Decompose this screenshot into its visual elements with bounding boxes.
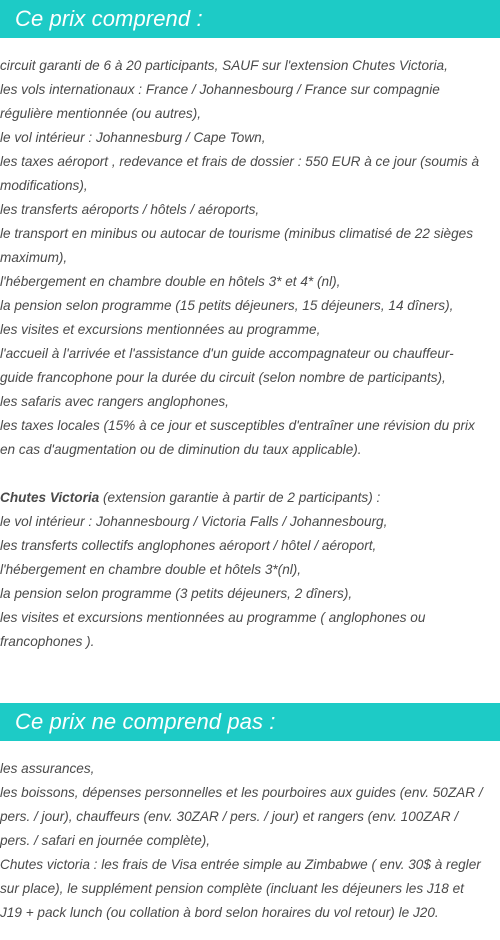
list-item: le vol intérieur : Johannesbourg / Victoria Falls / Johannesbourg, xyxy=(0,514,388,529)
list-item: pers. / jour), chauffeurs (env. 30ZAR / pers. / jour) et rangers (env. 100ZAR / xyxy=(0,809,459,824)
list-item: l'hébergement en chambre double et hôtels 3*(nl), xyxy=(0,562,302,577)
list-item: maximum), xyxy=(0,250,68,265)
list-item: les boissons, dépenses personnelles et les pourboires aux guides (env. 50ZAR / xyxy=(0,785,483,800)
victoria-title: Chutes Victoria xyxy=(0,490,100,505)
list-item: les safaris avec rangers anglophones, xyxy=(0,394,229,409)
list-item: les transferts aéroports / hôtels / aéroports, xyxy=(0,202,260,217)
list-item: les visites et excursions mentionnées au programme, xyxy=(0,322,321,337)
list-item: guide francophone pour la durée du circuit (selon nombre de participants), xyxy=(0,370,446,385)
list-item: l'accueil à l'arrivée et l'assistance d'un guide accompagnateur ou chauffeur- xyxy=(0,346,454,361)
list-item: la pension selon programme (3 petits déjeuners, 2 dîners), xyxy=(0,586,353,601)
victoria-extension xyxy=(0,486,500,654)
list-item: en cas d'augmentation ou de diminution du taux applicable). xyxy=(0,442,362,457)
list-item: circuit garanti de 6 à 20 participants, SAUF sur l'extension Chutes Victoria, xyxy=(0,58,448,73)
excluded-heading: Ce prix ne comprend pas : xyxy=(0,703,500,741)
list-item: pers. / safari en journée complète), xyxy=(0,833,211,848)
list-item: les taxes locales (15% à ce jour et susceptibles d'entraîner une révision du prix xyxy=(0,418,475,433)
list-item: Chutes victoria : les frais de Visa entrée simple au Zimbabwe ( env. 30$ à regler xyxy=(0,857,481,872)
list-item: les assurances, xyxy=(0,761,95,776)
excluded-list xyxy=(0,757,500,925)
list-item: les visites et excursions mentionnées au programme ( anglophones ou xyxy=(0,610,426,625)
list-item: francophones ). xyxy=(0,634,95,649)
list-item: le transport en minibus ou autocar de tourisme (minibus climatisé de 22 sièges xyxy=(0,226,473,241)
list-item: sur place), le supplément pension complète (incluant les déjeuners les J18 et xyxy=(0,881,464,896)
victoria-title-suffix: (extension garantie à partir de 2 participants) : xyxy=(99,490,381,505)
list-item: les transferts collectifs anglophones aéroport / hôtel / aéroport, xyxy=(0,538,377,553)
list-item: le vol intérieur : Johannesburg / Cape Town, xyxy=(0,130,266,145)
list-item: J19 + pack lunch (ou collation à bord selon horaires du vol retour) le J20. xyxy=(0,905,439,920)
included-heading: Ce prix comprend : xyxy=(0,0,500,38)
list-item: l'hébergement en chambre double en hôtels 3* et 4* (nl), xyxy=(0,274,341,289)
included-list xyxy=(0,54,500,462)
list-item: les vols internationaux : France / Johannesbourg / France sur compagnie xyxy=(0,82,440,97)
list-item: la pension selon programme (15 petits déjeuners, 15 déjeuners, 14 dîners), xyxy=(0,298,454,313)
list-item: régulière mentionnée (ou autres), xyxy=(0,106,201,121)
list-item: modifications), xyxy=(0,178,88,193)
list-item: les taxes aéroport , redevance et frais de dossier : 550 EUR à ce jour (soumis à xyxy=(0,154,480,169)
victoria-heading-line xyxy=(0,486,500,510)
